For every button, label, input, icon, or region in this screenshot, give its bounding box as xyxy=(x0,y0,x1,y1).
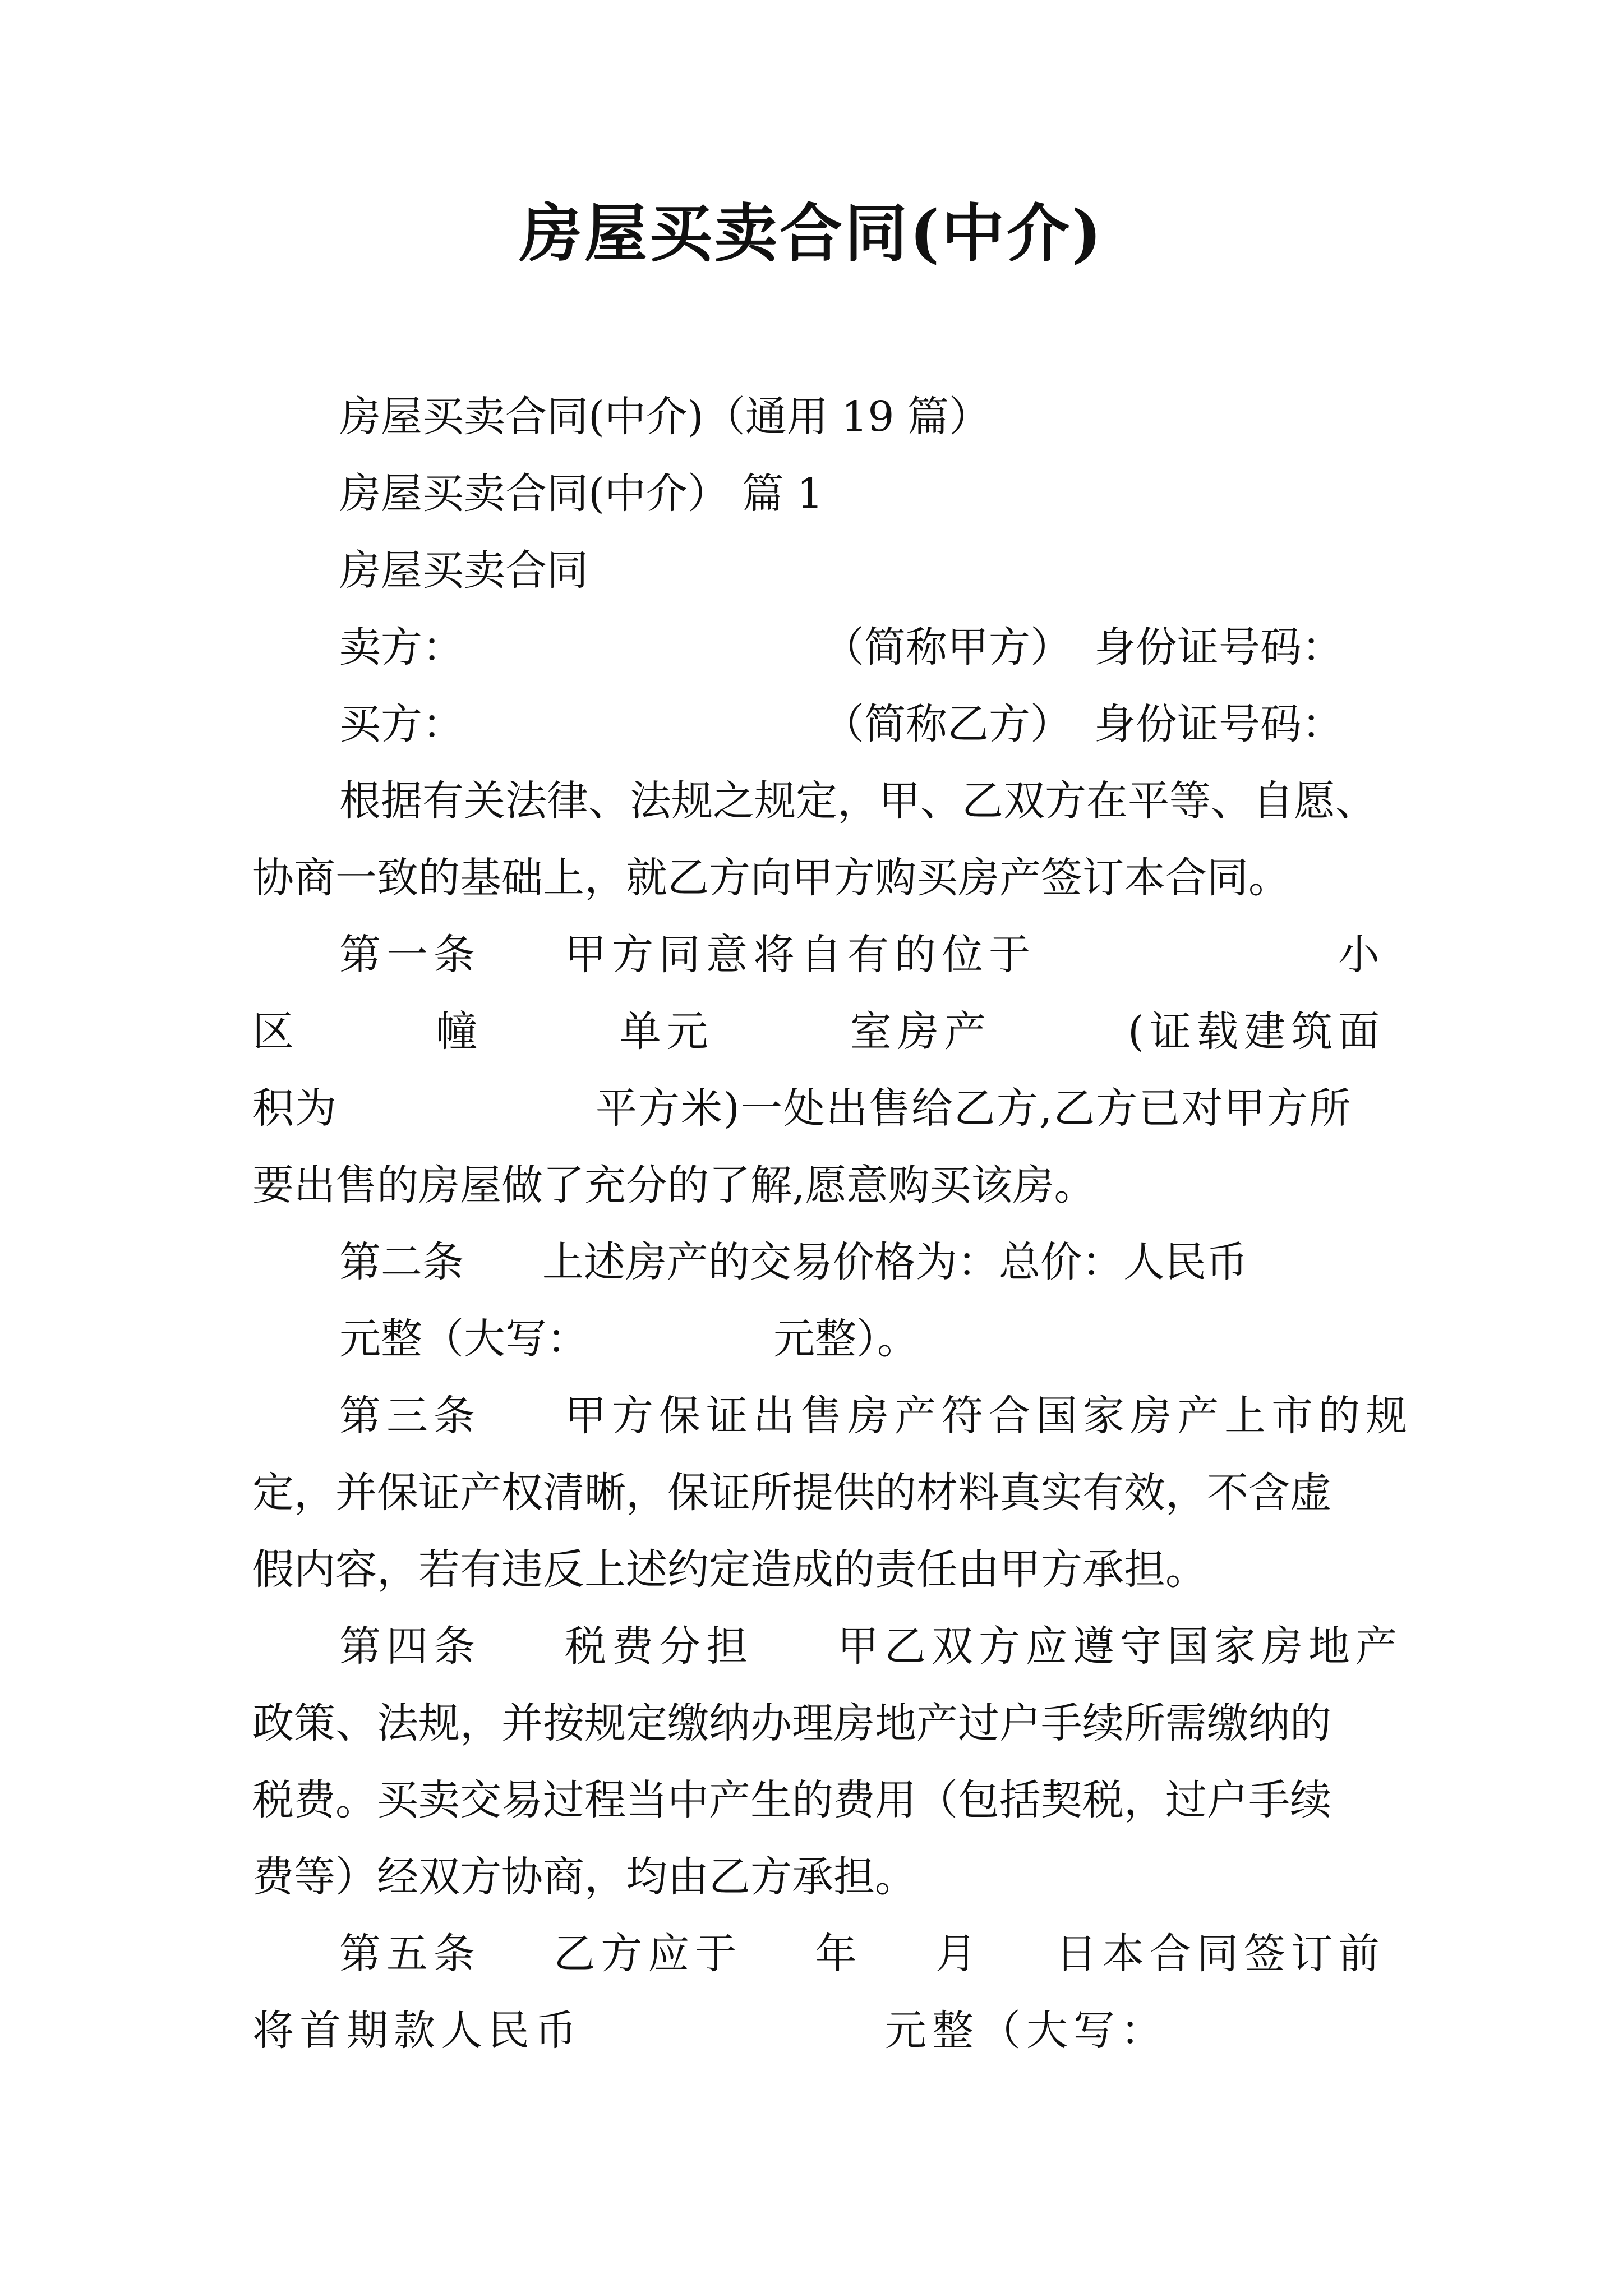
article-1-line-3 xyxy=(252,1070,1385,1147)
doc-line: 房屋买卖合同(中介） 篇 1 xyxy=(339,470,823,518)
article-3-heading: 第三条 xyxy=(339,1392,481,1440)
doc-line: 房屋买卖合同(中介)（通用 19 篇） xyxy=(339,393,990,441)
seller-id-label: 身份证号码： xyxy=(1094,623,1343,671)
article-5-heading: 第五条 xyxy=(339,1930,481,1978)
article-3-line-1 xyxy=(252,1378,1413,1455)
article-1-word: 积为 xyxy=(252,1084,338,1133)
article-4-text: 甲乙双方应遵守国家房地产 xyxy=(837,1622,1403,1671)
article-1-heading: 第一条 xyxy=(339,931,481,979)
article-5-text: 乙方应于 xyxy=(554,1930,743,1978)
buyer-alias: （简称乙方） xyxy=(823,700,1072,748)
article-2-heading: 第二条 xyxy=(339,1238,464,1286)
article-2-line-2 xyxy=(252,1301,1385,1378)
article-5-year-label: 年 xyxy=(815,1930,863,1978)
article-4-subheading: 税费分担 xyxy=(565,1622,753,1671)
article-1-line-1 xyxy=(252,917,1385,993)
seller-label: 卖方： xyxy=(339,623,464,671)
doc-line: 房屋买卖合同 xyxy=(339,546,588,595)
doc-line: 根据有关法律、法规之规定，甲、乙双方在平等、自愿、 xyxy=(339,777,1377,825)
article-5-text: 日本合同签订前 xyxy=(1055,1930,1385,1978)
article-1-line-2 xyxy=(252,993,1385,1070)
page-title: 房屋买卖合同(中介) xyxy=(519,197,1104,270)
article-1-word: 单元 xyxy=(619,1007,714,1056)
doc-line: 政策、法规，并按规定缴纳办理房地产过户手续所需缴纳的 xyxy=(252,1699,1331,1747)
article-5-text: 将首期款人民币 xyxy=(252,2007,582,2055)
seller-line xyxy=(252,609,1385,686)
buyer-id-label: 身份证号码： xyxy=(1094,700,1343,748)
article-1-word: 区 xyxy=(252,1007,299,1056)
doc-line: 税费。买卖交易过程当中产生的费用（包括契税，过户手续 xyxy=(252,1776,1331,1824)
seller-alias: （简称甲方） xyxy=(823,623,1072,671)
article-5-line-1 xyxy=(252,1916,1385,1993)
article-1-text-end: 小 xyxy=(1338,931,1385,979)
article-4-line-1 xyxy=(252,1608,1403,1685)
buyer-line xyxy=(252,686,1385,763)
article-2-text: 元整（大写： xyxy=(339,1315,588,1363)
article-5-text: 元整（大写： xyxy=(885,2007,1168,2055)
article-3-text: 甲方保证出售房产符合国家房产上市的规 xyxy=(565,1392,1413,1440)
article-2-text: 元整）。 xyxy=(773,1315,919,1363)
doc-line: 要出售的房屋做了充分的了解,愿意购买该房。 xyxy=(252,1161,1096,1209)
article-1-word: 室房产 xyxy=(850,1007,992,1056)
doc-line: 费等）经双方协商，均由乙方承担。 xyxy=(252,1853,916,1901)
article-5-month-label: 月 xyxy=(935,1930,983,1978)
document-body xyxy=(252,379,1413,2069)
article-2-text: 上述房产的交易价格为：总价：人民币 xyxy=(542,1238,1248,1286)
doc-line: 定，并保证产权清晰，保证所提供的材料真实有效，不含虚 xyxy=(252,1469,1331,1517)
article-1-text: 平方米)一处出售给乙方,乙方已对甲方所 xyxy=(596,1084,1352,1133)
article-2-line-1 xyxy=(252,1224,1385,1301)
article-1-word: 幢 xyxy=(436,1007,483,1056)
article-4-heading: 第四条 xyxy=(339,1622,481,1671)
article-1-word: (证载建筑面 xyxy=(1128,1007,1385,1056)
doc-line: 假内容，若有违反上述约定造成的责任由甲方承担。 xyxy=(252,1545,1207,1594)
doc-line: 协商一致的基础上，就乙方向甲方购买房产签订本合同。 xyxy=(252,854,1290,902)
buyer-label: 买方： xyxy=(339,700,464,748)
article-5-line-2 xyxy=(252,1993,1385,2069)
article-1-text: 甲方同意将自有的位于 xyxy=(565,931,1036,979)
